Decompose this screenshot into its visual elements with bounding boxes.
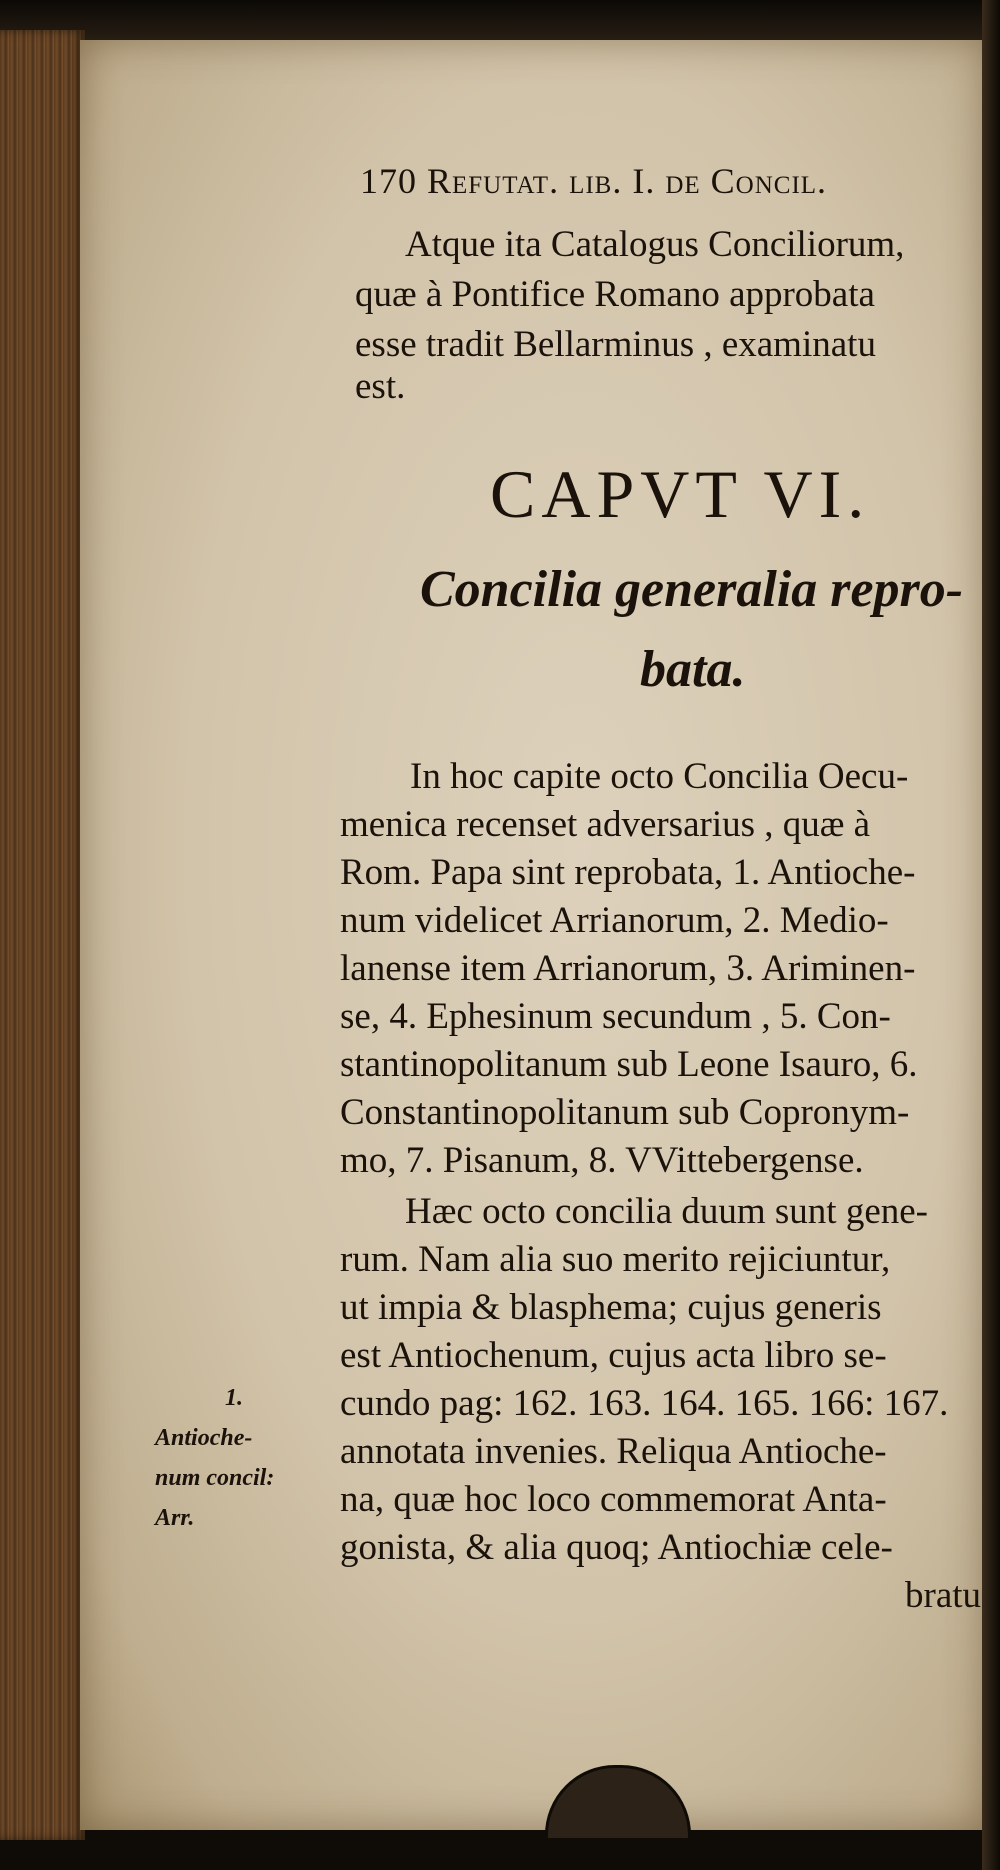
chapter-title: Concilia generalia repro- [420, 561, 964, 618]
text-line: rum. Nam alia suo merito rejiciuntur, [340, 1239, 891, 1280]
text-line: mo, 7. Pisanum, 8. VVittebergense. [340, 1140, 864, 1181]
margin-note: Antioche- [155, 1425, 253, 1451]
text-line: se, 4. Ephesinum secundum , 5. Con- [340, 996, 891, 1037]
right-gutter [982, 0, 1000, 1870]
text-line: annotata invenies. Reliqua Antioche- [340, 1431, 887, 1472]
text-line: quæ à Pontifice Romano approbata [355, 274, 875, 315]
text-line: Atque ita Catalogus Conciliorum, [405, 224, 905, 265]
chapter-heading: CAPVT VI. [490, 456, 871, 532]
text-line: esse tradit Bellarminus , examinatu [355, 324, 876, 365]
top-shadow [0, 0, 1000, 45]
text-line: na, quæ hoc loco commemorat Anta- [340, 1479, 887, 1520]
text-line: menica recenset adversarius , quæ à [340, 804, 871, 845]
text-line: gonista, & alia quoq; Antiochiæ cele- [340, 1527, 893, 1568]
text-line: Constantinopolitanum sub Copronym- [340, 1092, 910, 1133]
margin-note: Arr. [155, 1505, 195, 1531]
running-head: 170 Refutat. lib. I. de Concil. [360, 161, 828, 201]
text-line: num videlicet Arrianorum, 2. Medio- [340, 900, 889, 941]
text-line: est. [355, 366, 406, 407]
text-line: In hoc capite octo Concilia Oecu- [410, 756, 909, 797]
book-edge [0, 30, 85, 1840]
text-line: ut impia & blasphema; cujus generis [340, 1287, 882, 1328]
margin-note: 1. [225, 1385, 243, 1411]
text-line: Hæc octo concilia duum sunt gene- [405, 1191, 929, 1232]
text-line: lanense item Arrianorum, 3. Ariminen- [340, 948, 916, 989]
text-line: Rom. Papa sint reprobata, 1. Antioche- [340, 852, 916, 893]
text-line: stantinopolitanum sub Leone Isauro, 6. [340, 1044, 918, 1085]
chapter-title: bata. [640, 641, 746, 698]
text-line: bratu [905, 1575, 982, 1616]
text-line: cundo pag: 162. 163. 164. 165. 166: 167. [340, 1383, 949, 1424]
text-line: est Antiochenum, cujus acta libro se- [340, 1335, 887, 1376]
margin-note: num concil: [155, 1465, 275, 1491]
